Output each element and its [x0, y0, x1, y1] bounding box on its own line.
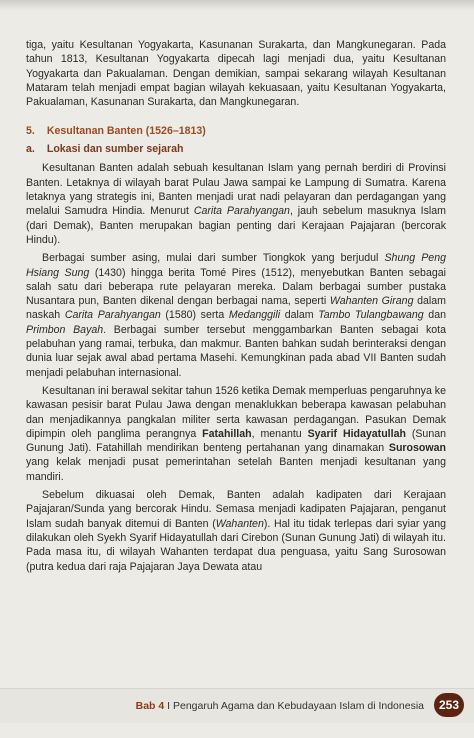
p2-text-4: (1580) serta — [160, 309, 229, 322]
p3-text-3: (Sunan Gunung Jati). Fatahillah mendirikan benteng pertahanan yang dinamakan — [26, 427, 447, 455]
p3-text-1: Kesultanan ini berawal sekitar tahun 1526 ketika Demak memperluas pengaruhnya ke kawasan pesisir barat Pulau Jawa dengan menaklukkan beberapa kawasan pelabuhan dan menjadikannya pangkalan militer serta kawasan perdagangan. Pasukan Demak dipimpin oleh panglima perangnya — [26, 384, 446, 440]
page-content — [26, 38, 446, 574]
p2-italic-3: Carita Parahyangan — [64, 309, 161, 322]
page-footer — [0, 688, 474, 723]
p3-text-2: , menantu — [251, 427, 308, 440]
subsection-letter: a. — [26, 143, 35, 156]
footer-separator: I — [167, 700, 171, 712]
p4-text-2: ). Hal itu tidak terlepas dari syiar yang dilakukan oleh Syekh Syarif Hidayatullah dari Cirebon (Sunan Gunung Jati) di wilayah itu. Pada masa itu, di wilayah Wahanten terdapat dua penguasa, yaitu Sang Surosowan (putra kedua dari raja Pajajaran Jaya Dewata atau — [26, 517, 447, 573]
paragraph-2 — [26, 251, 446, 380]
page-number-badge: 253 — [434, 693, 464, 717]
paragraph-4 — [26, 488, 446, 574]
intro-paragraph: tiga, yaitu Kesultanan Yogyakarta, Kasunanan Surakarta, dan Mangkunegaran. Pada tahun 1813, Kesultanan Yogyakarta dipecah lagi menjadi dua, yaitu Kesultanan Yogyakarta dan Pakualaman. Dengan demikian, sampai sekarang wilayah Kesultanan Mataram telah menjadi empat bagian wilayah kekuasaan, yaitu Kesultanan Yogyakarta, Pakualaman, Kasunanan Surakarta, dan Mangkunegaran. — [26, 39, 446, 109]
footer-title: Pengaruh Agama dan Kebudayaan Islam di Indonesia — [172, 700, 424, 712]
p2-italic-4: Medanggili — [228, 309, 281, 322]
p2-text-1: Berbagai sumber asing, mulai dari sumber Tiongkok yang berjudul — [42, 252, 385, 265]
p2-text-3: dalam naskah — [26, 295, 446, 322]
footer-running-title — [136, 700, 424, 712]
subsection-heading — [26, 143, 446, 155]
p2-text-5: dalam — [280, 309, 319, 322]
p3-bold-1: Fatahillah — [202, 427, 252, 440]
p2-italic-2: Wahanten Girang — [329, 295, 414, 308]
section-number: 5. — [26, 125, 35, 138]
p4-italic-1: Wahanten — [215, 517, 264, 530]
footer-chapter: Bab 4 — [135, 700, 165, 712]
page-top-shadow — [0, 0, 474, 10]
p3-bold-3: Surosowan — [388, 442, 446, 455]
p2-text-7: . Berbagai sumber tersebut menggambarkan Banten sebagai kota pelabuhan yang ramai, terbuka, dan makmur. Banten bahkan sudah berinteraksi dengan dunia luar sejak awal abad pertama Masehi. Kemungkinan pada abad VII Banten sudah menjadi pelabuhan internasional. — [26, 323, 446, 379]
p4-text-1: Sebelum dikuasai oleh Demak, Banten adalah kadipaten dari Kerajaan Pajajaran/Sunda yang bercorak Hindu. Semasa menjadi kadipaten Pajajaran, penganut Islam sudah banyak ditemui di Banten ( — [26, 489, 446, 530]
section-heading — [26, 125, 446, 137]
p1-italic-1: Carita Parahyangan — [193, 205, 290, 218]
p2-italic-6: Primbon Bayah — [26, 323, 104, 336]
paragraph-1 — [26, 161, 446, 247]
subsection-title: Lokasi dan sumber sejarah — [46, 143, 184, 156]
p1-text-1: Kesultanan Banten adalah sebuah kesultanan Islam yang pernah berdiri di Provinsi Banten. Letaknya di wilayah barat Pulau Jawa sampai ke Lampung di Sumatra. Karena letaknya yang strategis ini, Banten menjadi urat nadi pelayaran dan perdagangan yang melalui Samudra Hindia. Menurut — [26, 162, 446, 218]
p3-bold-2: Syarif Hidayatullah — [307, 427, 406, 440]
section-title: Kesultanan Banten (1526–1813) — [46, 125, 206, 138]
p1-text-2: , jauh sebelum masuknya Islam (dari Demak), Banten merupakan bagian penting dari Kerajaan Pajajaran (bercorak Hindu). — [26, 205, 446, 246]
p3-text-4: yang kelak menjadi pusat pemerintahan setelah Banten menjadi kesultanan yang mandiri. — [26, 456, 446, 483]
p2-italic-1: Shung Peng Hsiang Sung — [26, 252, 446, 279]
p2-italic-5: Tambo Tulangbawang — [318, 309, 424, 322]
p2-text-6: dan — [423, 309, 446, 322]
paragraph-3 — [26, 384, 446, 484]
p2-text-2: (1430) hingga berita Tomé Pires (1512), menyebutkan Banten sebagai salah satu dari beberapa rute pelayaran mereka. Dalam berbagai sumber pustaka Nusantara pun, Banten dikenal dengan berbagai nama, seperti — [26, 266, 446, 308]
